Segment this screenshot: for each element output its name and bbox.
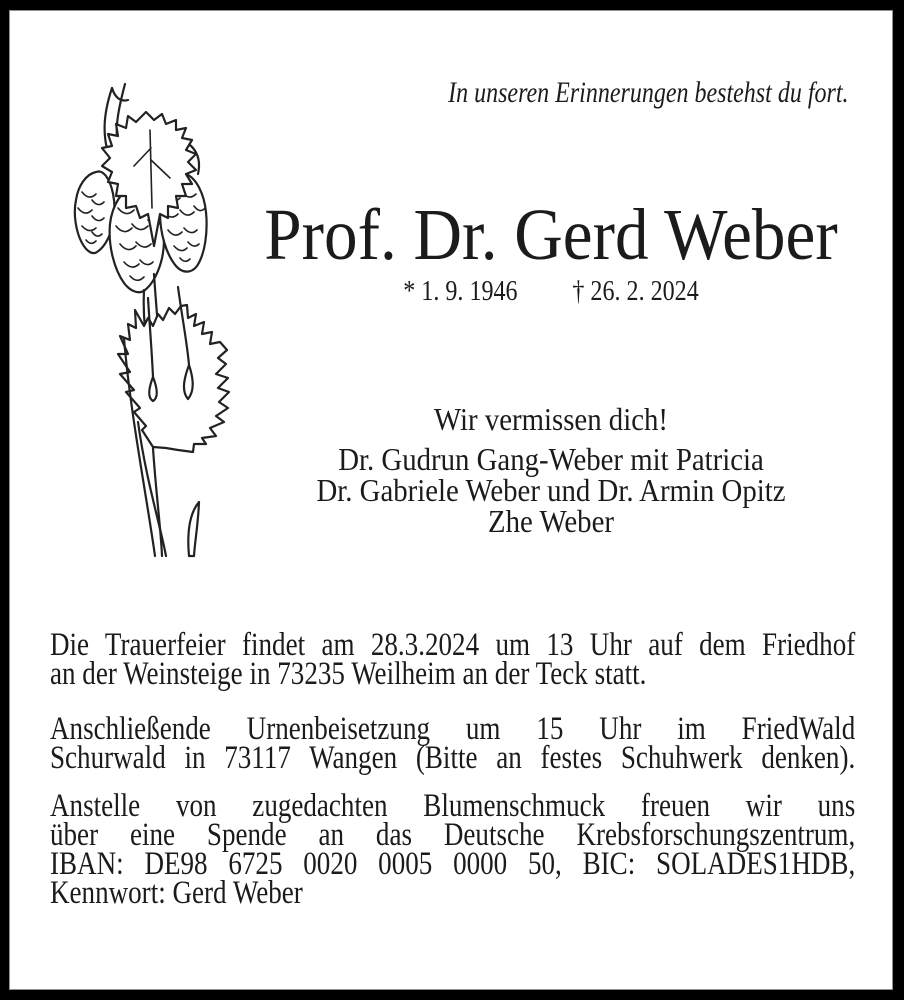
- death-date: † 26. 2. 2024: [572, 275, 699, 307]
- family-block: [244, 403, 858, 537]
- announcement-center-column: [210, 194, 892, 539]
- funeral-service-notice: [50, 627, 856, 692]
- life-dates: [268, 276, 834, 306]
- notice-line: Die Trauerfeier findet am 28.3.2024 um 13 Uhr auf dem Friedhof: [50, 627, 856, 663]
- urn-burial-notice: [50, 711, 856, 776]
- epigraph: In unseren Erinnerungen bestehst du fort.: [447, 76, 848, 109]
- birth-date: * 1. 9. 1946: [403, 275, 518, 307]
- mourner-line: Dr. Gudrun Gang-Weber mit Patricia: [338, 441, 764, 477]
- notice-line: IBAN: DE98 6725 0020 0005 0000 50, BIC: SOLADES1HDB,: [50, 846, 856, 882]
- notice-line: Anschließende Urnenbeisetzung um 15 Uhr im FriedWald: [50, 711, 856, 747]
- hop-cone-left-icon: [75, 171, 115, 253]
- notice-line: über eine Spende an das Deutsche Krebsforschungszentrum,: [50, 817, 856, 853]
- notice-line: Kennwort: Gerd Weber: [50, 875, 303, 911]
- obituary-card: [10, 11, 892, 989]
- notice-line: Schurwald in 73117 Wangen (Bitte an festes Schuhwerk denken).: [50, 740, 856, 776]
- mourner-line: Dr. Gabriele Weber und Dr. Armin Opitz: [316, 472, 786, 508]
- notice-line: an der Weinsteige in 73235 Weilheim an der Teck statt.: [50, 656, 647, 692]
- mourners-list: [244, 441, 858, 539]
- notice-line: Anstelle von zugedachten Blumenschmuck freuen wir uns: [50, 788, 856, 824]
- deceased-name: Prof. Dr. Gerd Weber: [264, 194, 838, 275]
- mourner-line: Zhe Weber: [488, 503, 614, 539]
- farewell-line: Wir vermissen dich!: [434, 401, 668, 437]
- funeral-notices: [50, 627, 856, 911]
- donation-notice: [50, 788, 856, 911]
